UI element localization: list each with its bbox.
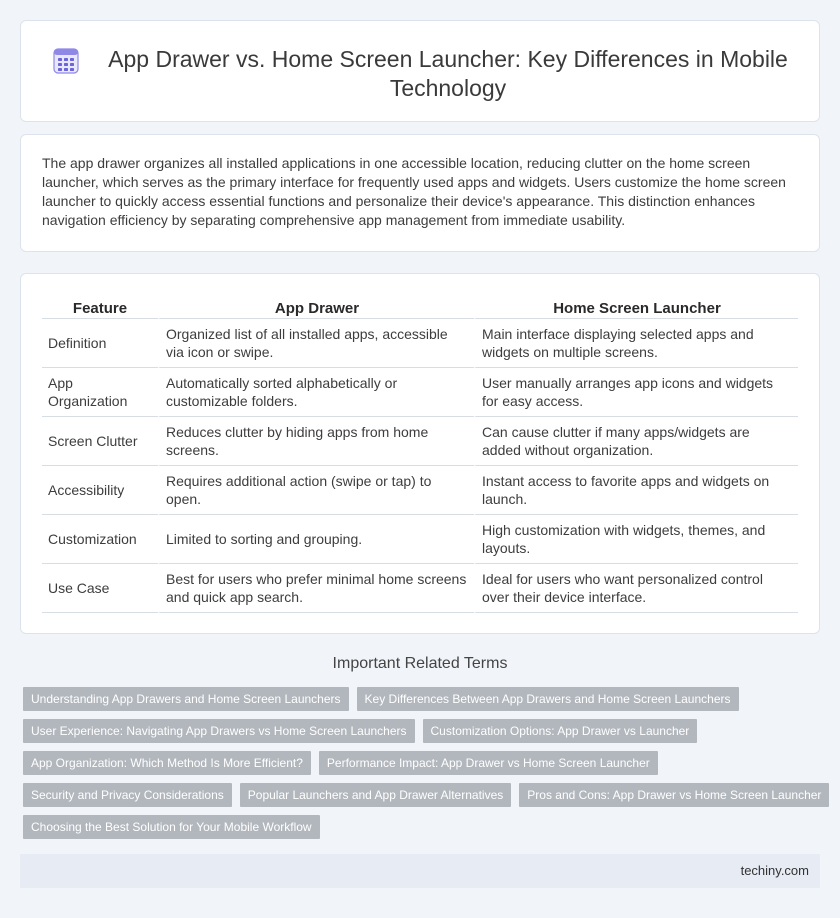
table-header-row [42, 295, 798, 319]
tag-row [23, 783, 823, 807]
launcher-cell: Instant access to favorite apps and widgets on launch. [474, 466, 798, 515]
title-card [20, 20, 820, 122]
related-term-tag[interactable]: Choosing the Best Solution for Your Mobile Workflow [23, 815, 320, 839]
table-row [42, 417, 798, 466]
page-title: App Drawer vs. Home Screen Launcher: Key Differences in Mobile Technology [108, 46, 788, 101]
table-row [42, 466, 798, 515]
table-row [42, 515, 798, 564]
tag-row [23, 687, 823, 711]
feature-cell: Accessibility [42, 466, 158, 515]
launcher-cell: High customization with widgets, themes, and layouts. [474, 515, 798, 564]
related-term-tag[interactable]: Popular Launchers and App Drawer Alternatives [240, 783, 512, 807]
related-terms-title: Important Related Terms [332, 655, 508, 672]
launcher-cell: Main interface displaying selected apps and widgets on multiple screens. [474, 319, 798, 368]
related-term-tag[interactable]: Pros and Cons: App Drawer vs Home Screen Launcher [519, 783, 829, 807]
app-drawer-cell: Best for users who prefer minimal home screens and quick app search. [158, 564, 474, 613]
feature-cell: Use Case [42, 564, 158, 613]
header-home-screen-launcher: Home Screen Launcher [474, 295, 798, 319]
tag-row [23, 815, 823, 839]
launcher-cell: Ideal for users who want personalized control over their device interface. [474, 564, 798, 613]
app-drawer-cell: Limited to sorting and grouping. [158, 515, 474, 564]
comparison-table [42, 295, 798, 613]
tag-row [23, 719, 823, 743]
app-drawer-cell: Reduces clutter by hiding apps from home screens. [158, 417, 474, 466]
footer-site-name[interactable]: techiny.com [740, 863, 809, 878]
app-grid-icon [53, 48, 79, 74]
app-drawer-cell: Requires additional action (swipe or tap) to open. [158, 466, 474, 515]
launcher-cell: Can cause clutter if many apps/widgets are added without organization. [474, 417, 798, 466]
header-feature: Feature [42, 295, 158, 319]
related-term-tag[interactable]: Security and Privacy Considerations [23, 783, 232, 807]
related-terms-list [23, 687, 823, 847]
feature-cell: Customization [42, 515, 158, 564]
related-term-tag[interactable]: User Experience: Navigating App Drawers vs Home Screen Launchers [23, 719, 415, 743]
related-term-tag[interactable]: App Organization: Which Method Is More Efficient? [23, 751, 311, 775]
related-term-tag[interactable]: Understanding App Drawers and Home Screen Launchers [23, 687, 349, 711]
tag-row [23, 751, 823, 775]
feature-cell: Screen Clutter [42, 417, 158, 466]
related-term-tag[interactable]: Key Differences Between App Drawers and Home Screen Launchers [357, 687, 739, 711]
app-drawer-cell: Organized list of all installed apps, accessible via icon or swipe. [158, 319, 474, 368]
table-row [42, 368, 798, 417]
footer [20, 854, 820, 888]
comparison-card [20, 273, 820, 634]
related-term-tag[interactable]: Customization Options: App Drawer vs Launcher [423, 719, 698, 743]
launcher-cell: User manually arranges app icons and widgets for easy access. [474, 368, 798, 417]
table-row [42, 319, 798, 368]
app-drawer-cell: Automatically sorted alphabetically or customizable folders. [158, 368, 474, 417]
intro-card [20, 134, 820, 252]
feature-cell: Definition [42, 319, 158, 368]
feature-cell: App Organization [42, 368, 158, 417]
table-row [42, 564, 798, 613]
header-app-drawer: App Drawer [158, 295, 474, 319]
intro-paragraph: The app drawer organizes all installed applications in one accessible location, reducing clutter on the home screen launcher, which serves as the primary interface for frequently used apps and widgets. Users customize the home screen launcher to quickly access essential functions and personalize their device's appearance. This distinction enhances navigation efficiency by separating comprehensive app management from immediate usability. [42, 155, 786, 228]
related-term-tag[interactable]: Performance Impact: App Drawer vs Home Screen Launcher [319, 751, 658, 775]
